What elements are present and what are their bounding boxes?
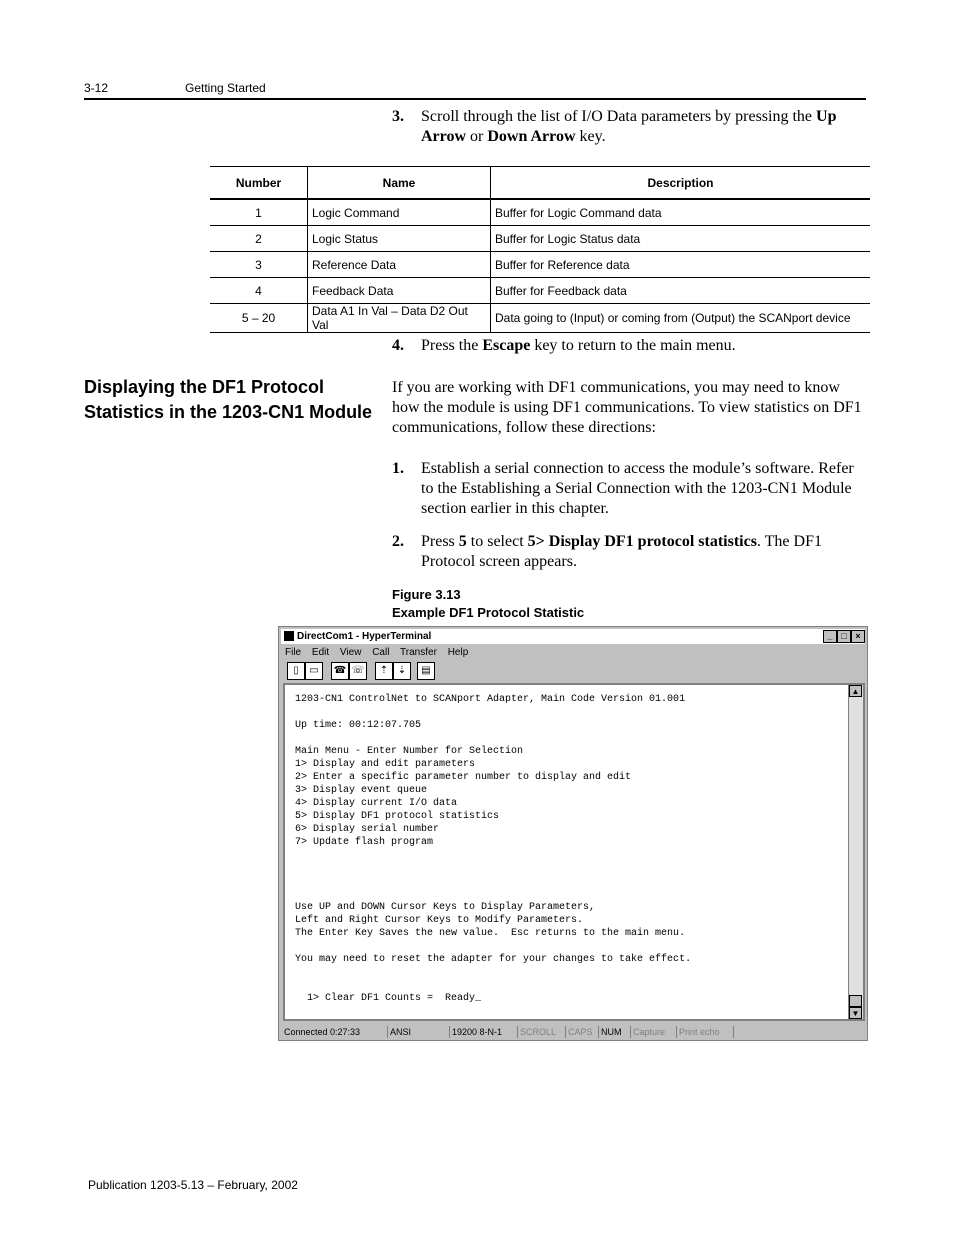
key-down-arrow: Down Arrow <box>487 128 576 145</box>
header-rule <box>84 98 866 100</box>
cell-description: Buffer for Feedback data <box>491 278 871 304</box>
menu-view[interactable]: View <box>339 647 362 658</box>
status-connected: Connected 0:27:33 <box>284 1027 361 1037</box>
terminal-area[interactable] <box>283 683 865 1021</box>
io-data-table <box>210 166 870 333</box>
publication-footer: Publication 1203-5.13 – February, 2002 <box>88 1178 298 1192</box>
menu-help[interactable]: Help <box>447 647 469 658</box>
key-5: 5 <box>458 533 467 550</box>
figure-caption: Example DF1 Protocol Statistic <box>392 605 585 620</box>
table-header-row <box>210 167 870 200</box>
step-number: 1. <box>392 460 404 477</box>
status-bar <box>282 1026 864 1038</box>
menu-file[interactable]: File <box>285 647 302 658</box>
step-1 <box>392 459 868 519</box>
table-row <box>210 252 870 278</box>
minimize-button[interactable]: _ <box>823 630 837 643</box>
status-emulation: ANSI <box>387 1026 449 1038</box>
step-text: or <box>466 128 488 145</box>
intro-paragraph: If you are working with DF1 communications, you may need to know how the module is using DF1 communications. To view statistics on DF1 communications, follow these directions: <box>392 379 862 436</box>
cell-name: Data A1 In Val – Data D2 Out Val <box>308 304 491 333</box>
cell-name: Feedback Data <box>308 278 491 304</box>
terminal-text: 1203-CN1 ControlNet to SCANport Adapter, Main Code Version 01.001 Up time: 00:12:07.705 Main Menu - Enter Number for Selection 1> Display and edit parameters 2> Enter a specific parameter number to display and edit 3> Display event queue 4> Display current I/O data 5> Display DF1 protocol statistics 6> Display serial number 7> Update flash program Use UP and DOWN Cursor Keys to Display Parameters, Left and Right Cursor Keys to Modify Parameters. The Enter Key Saves the new value. Esc returns to the main menu. You may need to reset the adapter for your changes to take effect. 1> Clear DF1 Counts = Ready_ <box>295 694 692 1004</box>
window-title: DirectCom1 - HyperTerminal <box>297 631 432 642</box>
properties-icon[interactable]: ▤ <box>417 662 435 680</box>
hyperterminal-icon <box>284 631 294 641</box>
step-text: Scroll through the list of I/O Data parameters by pressing the <box>421 108 817 125</box>
cell-name: Reference Data <box>308 252 491 278</box>
cell-name: Logic Command <box>308 199 491 226</box>
status-caps: CAPS <box>565 1026 598 1038</box>
maximize-button[interactable]: □ <box>837 630 851 643</box>
menu-option: 5> Display DF1 protocol statistics <box>527 533 757 550</box>
figure-number: Figure 3.13 <box>392 587 461 602</box>
step-2 <box>392 532 868 572</box>
menu-transfer[interactable]: Transfer <box>400 647 437 658</box>
column-header: Description <box>491 167 871 200</box>
send-icon[interactable]: ⇡ <box>375 662 393 680</box>
step-text: . The DF1 Protocol screen appears. <box>421 533 822 570</box>
table-row <box>210 304 870 333</box>
cell-number: 3 <box>210 252 308 278</box>
cell-number: 2 <box>210 226 308 252</box>
step-number: 2. <box>392 533 404 550</box>
menu-edit[interactable]: Edit <box>311 647 330 658</box>
step-text: Press the <box>421 337 483 354</box>
open-icon[interactable]: ▭ <box>305 662 323 680</box>
table-row <box>210 199 870 226</box>
close-button[interactable]: × <box>851 630 865 643</box>
cell-number: 5 – 20 <box>210 304 308 333</box>
running-header: Getting Started <box>185 81 266 95</box>
key-up-arrow: Up Arrow <box>421 108 837 145</box>
status-scroll: SCROLL <box>517 1026 565 1038</box>
table-row <box>210 226 870 252</box>
step-text: key to return to the main menu. <box>530 337 736 354</box>
receive-icon[interactable]: ⇣ <box>393 662 411 680</box>
vertical-scrollbar[interactable] <box>848 685 863 1019</box>
step-number: 3. <box>392 108 404 125</box>
cell-description: Buffer for Reference data <box>491 252 871 278</box>
table-row <box>210 278 870 304</box>
step-text: key. <box>575 128 606 145</box>
status-settings: 19200 8-N-1 <box>449 1026 517 1038</box>
menu-call[interactable]: Call <box>372 647 390 658</box>
step-3 <box>392 107 868 147</box>
step-4 <box>392 336 868 356</box>
column-header: Name <box>308 167 491 200</box>
column-header: Number <box>210 167 308 200</box>
scroll-down-icon[interactable]: ▼ <box>849 1007 862 1019</box>
step-text: Press <box>421 533 459 550</box>
status-num: NUM <box>598 1026 630 1038</box>
section-heading: Displaying the DF1 Protocol Statistics in the 1203-CN1 Module <box>84 377 373 422</box>
title-bar[interactable] <box>281 629 865 644</box>
cell-number: 4 <box>210 278 308 304</box>
step-text: Establish a serial connection to access the module’s software. Refer to the Establishing a Serial Connection with the 1203-CN1 Module section earlier in this chapter. <box>421 460 854 517</box>
scroll-thumb[interactable] <box>849 995 862 1007</box>
cell-number: 1 <box>210 199 308 226</box>
cell-description: Buffer for Logic Command data <box>491 199 871 226</box>
cell-description: Data going to (Input) or coming from (Output) the SCANport device <box>491 304 871 333</box>
page-number: 3-12 <box>84 81 109 95</box>
cell-name: Logic Status <box>308 226 491 252</box>
scroll-up-icon[interactable]: ▲ <box>849 685 862 697</box>
key-escape: Escape <box>482 337 531 354</box>
hyperterminal-window <box>278 626 868 1041</box>
status-capture: Capture <box>630 1026 676 1038</box>
step-number: 4. <box>392 337 404 354</box>
cell-description: Buffer for Logic Status data <box>491 226 871 252</box>
connect-icon[interactable]: ☎ <box>331 662 349 680</box>
menu-bar <box>285 645 476 660</box>
new-icon[interactable]: ▯ <box>287 662 305 680</box>
step-text: to select <box>466 533 528 550</box>
status-print-echo: Print echo <box>676 1026 734 1038</box>
disconnect-icon[interactable]: ☏ <box>349 662 367 680</box>
